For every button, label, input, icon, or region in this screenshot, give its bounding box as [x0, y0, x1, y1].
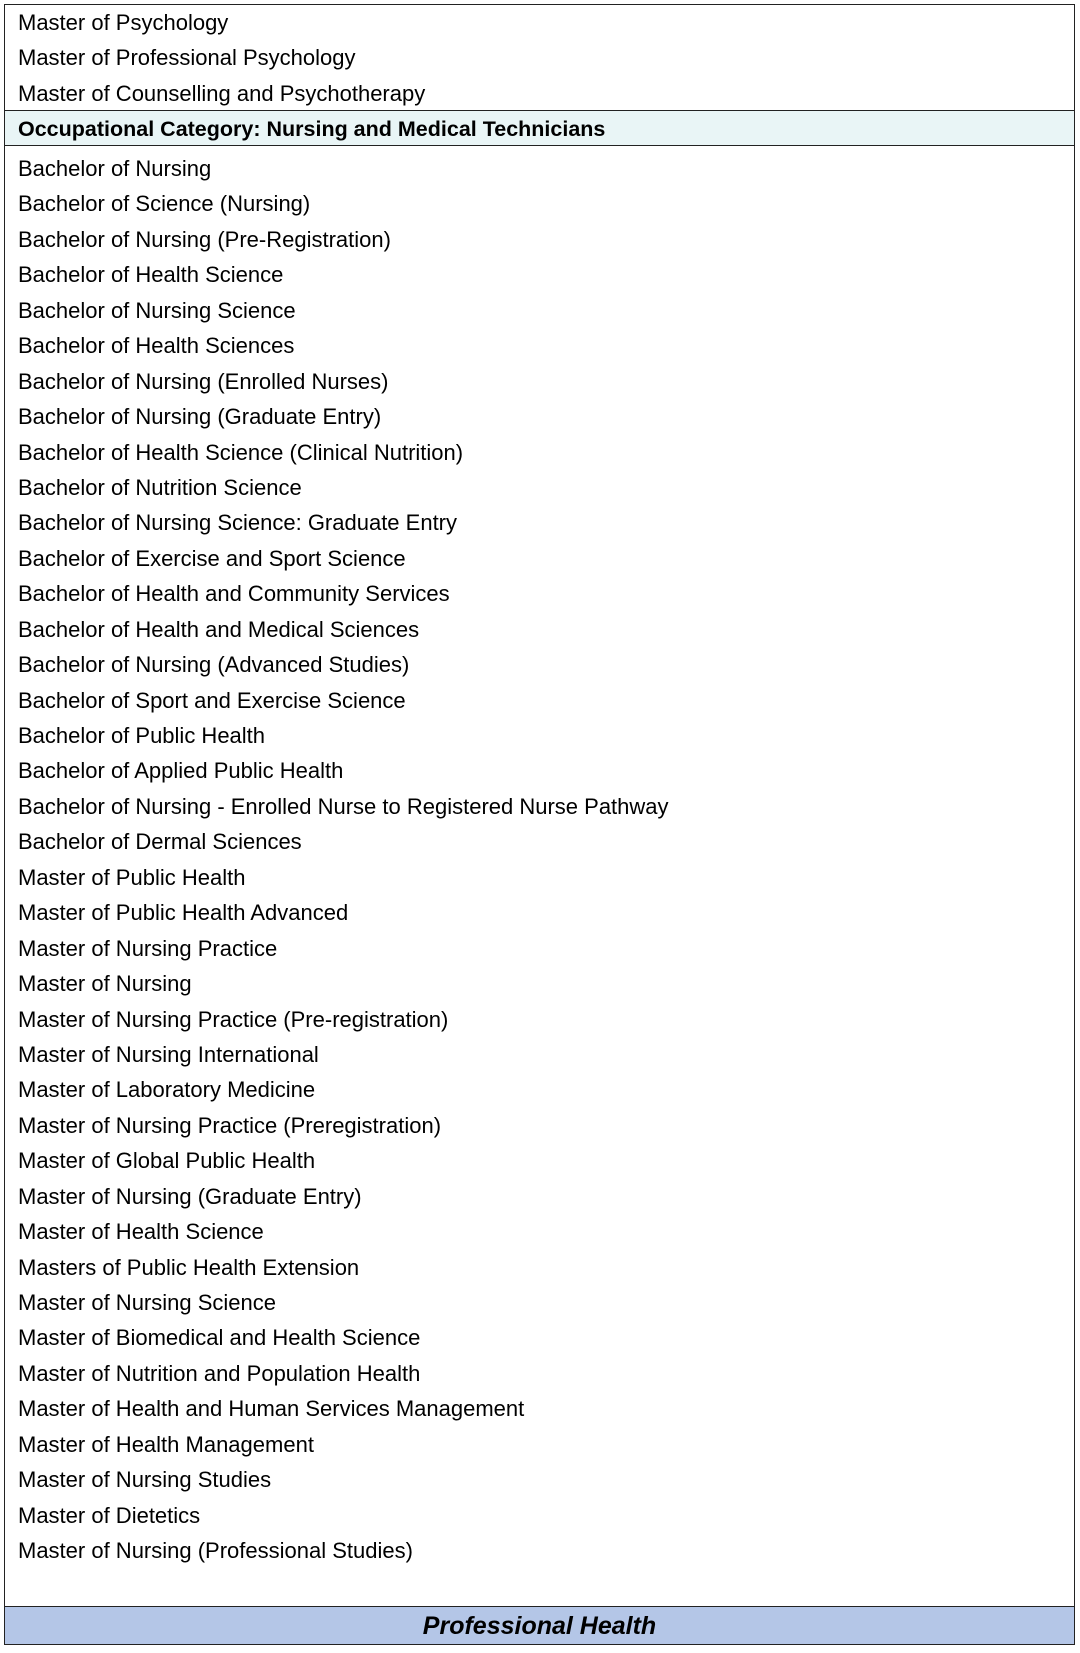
list-item: Master of Psychology [18, 10, 229, 35]
list-item: Bachelor of Nutrition Science [18, 474, 302, 500]
list-item: Bachelor of Nursing Science: Graduate Entry [18, 510, 458, 536]
list-item: Master of Nursing Studies [18, 1467, 272, 1493]
list-item: Master of Nursing Science [18, 1290, 276, 1315]
list-item: Master of Dietetics [18, 1502, 201, 1528]
list-item: Master of Laboratory Medicine [18, 1077, 316, 1103]
psychology-list [5, 5, 1074, 111]
section-footer-title: Professional Health [5, 1606, 1074, 1644]
list-item: Bachelor of Nursing (Enrolled Nurses) [18, 368, 389, 394]
list-item: Master of Nutrition and Population Health [18, 1360, 421, 1386]
list-item: Master of Health and Human Services Management [18, 1396, 525, 1422]
list-item: Bachelor of Health and Medical Sciences [18, 616, 420, 642]
list-item: Bachelor of Public Health [18, 723, 266, 748]
list-item: Master of Nursing Practice (Pre-registration) [18, 1006, 449, 1032]
nursing-qualification-list [5, 151, 1074, 1569]
list-item: Bachelor of Nursing [18, 156, 212, 181]
list-item: Bachelor of Health Sciences [18, 333, 295, 359]
list-item: Master of Health Science [18, 1219, 264, 1245]
list-item: Master of Public Health Advanced [18, 900, 349, 926]
list-item: Bachelor of Sport and Exercise Science [18, 687, 406, 713]
list-item: Bachelor of Exercise and Sport Science [18, 545, 406, 571]
list-item: Bachelor of Health and Community Services [18, 581, 450, 607]
list-item: Bachelor of Health Science (Clinical Nutrition) [18, 439, 464, 465]
list-item: Master of Nursing (Professional Studies) [18, 1538, 413, 1564]
list-item: Masters of Public Health Extension [18, 1254, 360, 1280]
category-header: Occupational Category: Nursing and Medical Technicians [5, 110, 1074, 146]
list-item: Master of Nursing [18, 971, 192, 997]
list-item: Master of Counselling and Psychotherapy [18, 80, 426, 106]
list-item: Bachelor of Health Science [18, 262, 284, 288]
list-item: Bachelor of Nursing (Advanced Studies) [18, 652, 410, 678]
list-item: Bachelor of Dermal Sciences [18, 829, 302, 855]
list-item: Master of Nursing International [18, 1041, 319, 1067]
list-item: Master of Global Public Health [18, 1148, 316, 1174]
list-item: Bachelor of Nursing (Graduate Entry) [18, 404, 382, 430]
list-item: Master of Biomedical and Health Science [18, 1325, 421, 1351]
qualifications-table [4, 4, 1075, 1645]
list-item: Bachelor of Nursing (Pre-Registration) [18, 226, 391, 252]
list-item: Bachelor of Applied Public Health [18, 758, 344, 784]
list-item: Bachelor of Science (Nursing) [18, 191, 311, 217]
list-item: Master of Public Health [18, 864, 246, 890]
list-item: Master of Nursing Practice [18, 935, 278, 961]
list-item: Bachelor of Nursing Science [18, 297, 296, 323]
list-item: Master of Nursing Practice (Preregistration) [18, 1112, 442, 1138]
list-item: Master of Nursing (Graduate Entry) [18, 1183, 362, 1209]
list-item: Master of Professional Psychology [18, 45, 356, 71]
list-item: Bachelor of Nursing - Enrolled Nurse to Registered Nurse Pathway [18, 793, 669, 819]
list-item: Master of Health Management [18, 1431, 314, 1457]
